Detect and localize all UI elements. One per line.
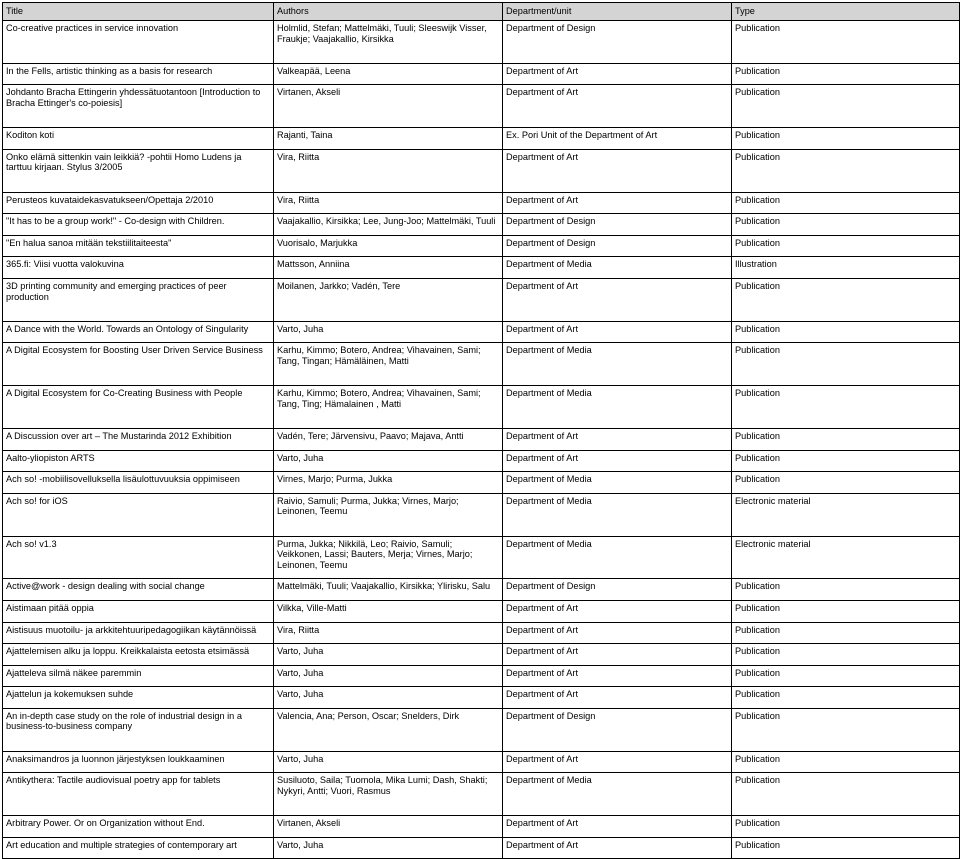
cell-department: Department of Media [503,257,732,279]
cell-department: Department of Art [503,192,732,214]
table-row [3,149,960,192]
table-row [3,85,960,128]
cell-authors: Virnes, Marjo; Purma, Jukka [274,472,503,494]
table-row [3,63,960,85]
cell-type: Publication [732,21,960,64]
cell-authors: Mattelmäki, Tuuli; Vaajakallio, Kirsikka; Ylirisku, Salu [274,579,503,601]
cell-department: Department of Art [503,751,732,773]
cell-department: Department of Art [503,149,732,192]
cell-department: Department of Art [503,63,732,85]
table-row [3,321,960,343]
cell-department: Department of Art [503,600,732,622]
cell-authors: Vilkka, Ville-Matti [274,600,503,622]
cell-department: Department of Art [503,687,732,709]
table-row [3,536,960,579]
column-header-title: Title [3,3,274,21]
cell-type: Publication [732,428,960,450]
cell-department: Department of Art [503,816,732,838]
cell-title: Ach so! v1.3 [3,536,274,579]
cell-type: Publication [732,751,960,773]
cell-authors: Mattsson, Anniina [274,257,503,279]
cell-type: Publication [732,149,960,192]
cell-authors: Virtanen, Akseli [274,816,503,838]
cell-department: Department of Media [503,343,732,386]
cell-authors: Valencia, Ana; Person, Oscar; Snelders, Dirk [274,708,503,751]
cell-title: Co-creative practices in service innovation [3,21,274,64]
table-row [3,708,960,751]
cell-type: Publication [732,687,960,709]
cell-title: Perusteos kuvataidekasvatukseen/Opettaja 2/2010 [3,192,274,214]
table-row [3,816,960,838]
cell-department: Department of Design [503,214,732,236]
cell-type: Publication [732,214,960,236]
cell-department: Department of Art [503,644,732,666]
cell-department: Department of Media [503,493,732,536]
cell-type: Publication [732,622,960,644]
cell-department: Department of Media [503,773,732,816]
cell-title: A Discussion over art – The Mustarinda 2012 Exhibition [3,428,274,450]
cell-type: Publication [732,63,960,85]
cell-title: Johdanto Bracha Ettingerin yhdessätuotantoon [Introduction to Bracha Ettinger's co-poiesis] [3,85,274,128]
cell-authors: Raivio, Samuli; Purma, Jukka; Virnes, Marjo; Leinonen, Teemu [274,493,503,536]
cell-title: Arbitrary Power. Or on Organization without End. [3,816,274,838]
cell-department: Department of Design [503,21,732,64]
cell-department: Department of Media [503,386,732,429]
cell-type: Publication [732,665,960,687]
table-row [3,128,960,150]
cell-department: Department of Art [503,278,732,321]
column-header-department: Department/unit [503,3,732,21]
cell-title: Art education and multiple strategies of contemporary art [3,837,274,859]
table-row [3,773,960,816]
cell-title: In the Fells, artistic thinking as a basis for research [3,63,274,85]
table-row [3,837,960,859]
cell-department: Department of Art [503,622,732,644]
table-row [3,343,960,386]
publications-table [2,2,960,859]
cell-department: Department of Design [503,579,732,601]
cell-authors: Valkeapää, Leena [274,63,503,85]
cell-type: Publication [732,644,960,666]
cell-department: Ex. Pori Unit of the Department of Art [503,128,732,150]
cell-authors: Holmlid, Stefan; Mattelmäki, Tuuli; Sleeswijk Visser, Fraukje; Vaajakallio, Kirsikka [274,21,503,64]
cell-authors: Varto, Juha [274,450,503,472]
cell-title: "It has to be a group work!" - Co-design with Children. [3,214,274,236]
cell-type: Publication [732,85,960,128]
table-row [3,644,960,666]
table-row [3,214,960,236]
cell-department: Department of Media [503,536,732,579]
cell-authors: Vadén, Tere; Järvensivu, Paavo; Majava, Antti [274,428,503,450]
table-row [3,493,960,536]
cell-title: Ajattelun ja kokemuksen suhde [3,687,274,709]
cell-type: Publication [732,600,960,622]
cell-department: Department of Art [503,85,732,128]
cell-title: 365.fi: Viisi vuotta valokuvina [3,257,274,279]
cell-title: Ajatteleva silmä näkee paremmin [3,665,274,687]
table-row [3,21,960,64]
cell-title: Active@work - design dealing with social change [3,579,274,601]
cell-title: "En halua sanoa mitään tekstiilitaiteesta" [3,235,274,257]
cell-title: Ach so! for iOS [3,493,274,536]
cell-department: Department of Art [503,837,732,859]
cell-authors: Karhu, Kimmo; Botero, Andrea; Vihavainen, Sami; Tang, Ting; Hämalainen , Matti [274,386,503,429]
cell-type: Publication [732,235,960,257]
cell-title: Ajattelemisen alku ja loppu. Kreikkalaista eetosta etsimässä [3,644,274,666]
cell-type: Publication [732,128,960,150]
cell-department: Department of Media [503,472,732,494]
table-row [3,450,960,472]
cell-authors: Varto, Juha [274,751,503,773]
cell-title: Anaksimandros ja luonnon järjestyksen loukkaaminen [3,751,274,773]
table-row [3,622,960,644]
cell-authors: Vira, Riitta [274,622,503,644]
table-row [3,665,960,687]
cell-type: Publication [732,278,960,321]
header-row [3,3,960,21]
table-row [3,472,960,494]
cell-type: Publication [732,773,960,816]
cell-department: Department of Art [503,321,732,343]
table-row [3,751,960,773]
cell-department: Department of Design [503,708,732,751]
cell-department: Department of Design [503,235,732,257]
cell-type: Publication [732,386,960,429]
cell-type: Publication [732,450,960,472]
cell-authors: Varto, Juha [274,644,503,666]
table-row [3,687,960,709]
table-body [3,21,960,859]
cell-type: Publication [732,343,960,386]
cell-title: Aistisuus muotoilu- ja arkkitehtuuripedagogiikan käytännöissä [3,622,274,644]
table-row [3,278,960,321]
cell-authors: Rajanti, Taina [274,128,503,150]
cell-title: An in-depth case study on the role of industrial design in a business-to-business company [3,708,274,751]
cell-type: Publication [732,816,960,838]
cell-authors: Karhu, Kimmo; Botero, Andrea; Vihavainen, Sami; Tang, Tingan; Hämäläinen, Matti [274,343,503,386]
cell-authors: Varto, Juha [274,837,503,859]
cell-title: Aistimaan pitää oppia [3,600,274,622]
cell-authors: Susiluoto, Saila; Tuomola, Mika Lumi; Dash, Shakti; Nykyri, Antti; Vuori, Rasmus [274,773,503,816]
table-row [3,579,960,601]
column-header-type: Type [732,3,960,21]
cell-title: A Dance with the World. Towards an Ontology of Singularity [3,321,274,343]
table-row [3,386,960,429]
column-header-authors: Authors [274,3,503,21]
cell-type: Electronic material [732,536,960,579]
cell-type: Publication [732,708,960,751]
cell-type: Electronic material [732,493,960,536]
cell-title: Koditon koti [3,128,274,150]
cell-authors: Moilanen, Jarkko; Vadén, Tere [274,278,503,321]
table-row [3,192,960,214]
cell-title: Antikythera: Tactile audiovisual poetry app for tablets [3,773,274,816]
cell-title: Onko elämä sittenkin vain leikkiä? -pohtii Homo Ludens ja tarttuu kirjaan. Stylus 3/2005 [3,149,274,192]
table-row [3,600,960,622]
table-row [3,428,960,450]
cell-authors: Vaajakallio, Kirsikka; Lee, Jung-Joo; Mattelmäki, Tuuli [274,214,503,236]
cell-type: Publication [732,321,960,343]
cell-authors: Purma, Jukka; Nikkilä, Leo; Raivio, Samuli; Veikkonen, Lassi; Bauters, Merja; Virnes, Marjo; Leinonen, Teemu [274,536,503,579]
table-header [3,3,960,21]
cell-department: Department of Art [503,450,732,472]
cell-authors: Varto, Juha [274,687,503,709]
cell-title: A Digital Ecosystem for Co-Creating Business with People [3,386,274,429]
cell-type: Publication [732,837,960,859]
cell-title: 3D printing community and emerging practices of peer production [3,278,274,321]
cell-authors: Vuorisalo, Marjukka [274,235,503,257]
cell-department: Department of Art [503,665,732,687]
cell-type: Publication [732,579,960,601]
cell-title: A Digital Ecosystem for Boosting User Driven Service Business [3,343,274,386]
cell-type: Publication [732,472,960,494]
cell-authors: Varto, Juha [274,321,503,343]
cell-title: Aalto-yliopiston ARTS [3,450,274,472]
cell-authors: Virtanen, Akseli [274,85,503,128]
table-row [3,235,960,257]
cell-authors: Vira, Riitta [274,149,503,192]
cell-title: Ach so! -mobiilisovelluksella lisäulottuvuuksia oppimiseen [3,472,274,494]
table-row [3,257,960,279]
cell-type: Publication [732,192,960,214]
cell-department: Department of Art [503,428,732,450]
cell-authors: Vira, Riitta [274,192,503,214]
cell-authors: Varto, Juha [274,665,503,687]
cell-type: Illustration [732,257,960,279]
